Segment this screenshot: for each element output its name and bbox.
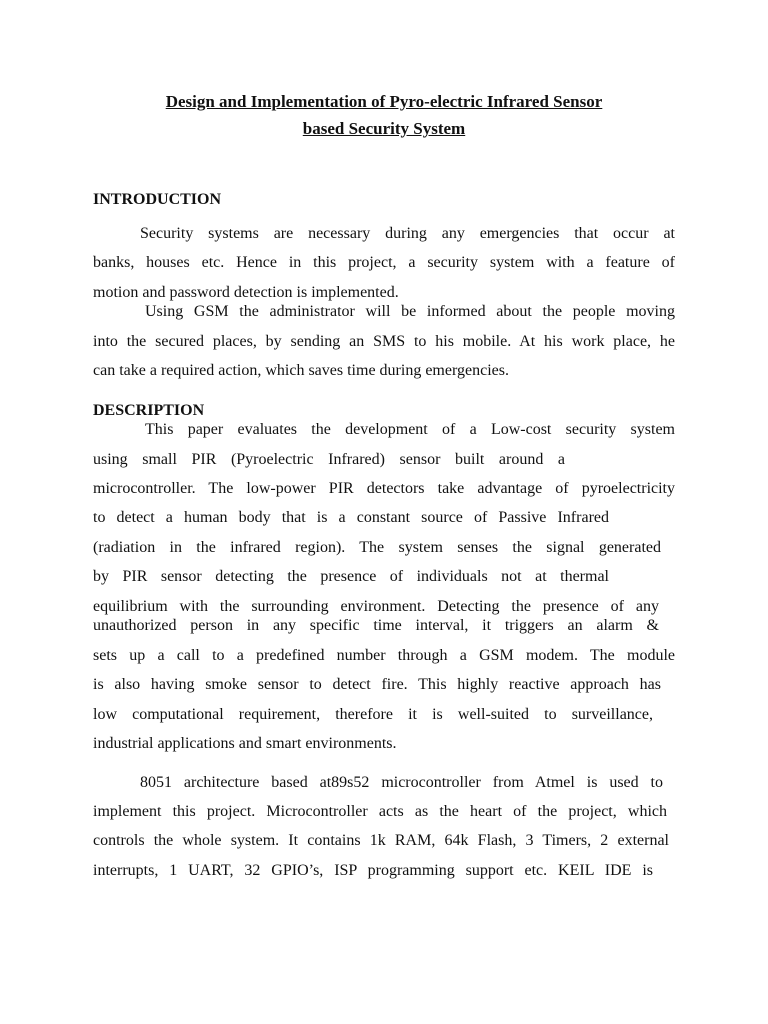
desc-line-10: is also having smoke sensor to detect fire. This highly reactive approach has: [93, 676, 661, 693]
intro-line-3: motion and password detection is implemented.: [93, 284, 399, 301]
intro-line-2: banks, houses etc. Hence in this project, a security system with a feature of: [93, 254, 675, 271]
desc-line-14: implement this project. Microcontroller acts as the heart of the project, which: [93, 803, 667, 820]
desc-line-3: microcontroller. The low-power PIR detectors take advantage of pyroelectricity: [93, 480, 675, 497]
document-title-line-1: Design and Implementation of Pyro-electric Infrared Sensor: [165, 92, 603, 111]
desc-line-8: unauthorized person in any specific time interval, it triggers an alarm &: [93, 617, 659, 634]
desc-line-1: This paper evaluates the development of a Low-cost security system: [145, 421, 675, 438]
desc-line-2: using small PIR (Pyroelectric Infrared) sensor built around a: [93, 451, 565, 468]
desc-line-15: controls the whole system. It contains 1k RAM, 64k Flash, 3 Timers, 2 external: [93, 832, 669, 849]
desc-line-13: 8051 architecture based at89s52 microcontroller from Atmel is used to: [140, 774, 663, 791]
document-title-line-2: based Security System: [302, 119, 466, 138]
desc-line-12: industrial applications and smart environments.: [93, 735, 397, 752]
intro-line-1: Security systems are necessary during any emergencies that occur at: [140, 225, 675, 242]
section-heading-introduction: INTRODUCTION: [93, 191, 222, 208]
intro-line-4: Using GSM the administrator will be informed about the people moving: [145, 303, 675, 320]
intro-line-5: into the secured places, by sending an SMS to his mobile. At his work place, he: [93, 333, 675, 350]
section-heading-description: DESCRIPTION: [93, 402, 205, 419]
desc-line-5: (radiation in the infrared region). The system senses the signal generated: [93, 539, 661, 556]
intro-line-6: can take a required action, which saves time during emergencies.: [93, 362, 509, 379]
desc-line-16: interrupts, 1 UART, 32 GPIO’s, ISP programming support etc. KEIL IDE is: [93, 862, 653, 879]
desc-line-9: sets up a call to a predefined number through a GSM modem. The module: [93, 647, 675, 664]
desc-line-7: equilibrium with the surrounding environment. Detecting the presence of any: [93, 598, 659, 615]
desc-line-11: low computational requirement, therefore it is well-suited to surveillance,: [93, 706, 653, 723]
desc-line-6: by PIR sensor detecting the presence of individuals not at thermal: [93, 568, 609, 585]
desc-line-4: to detect a human body that is a constant source of Passive Infrared: [93, 509, 609, 526]
